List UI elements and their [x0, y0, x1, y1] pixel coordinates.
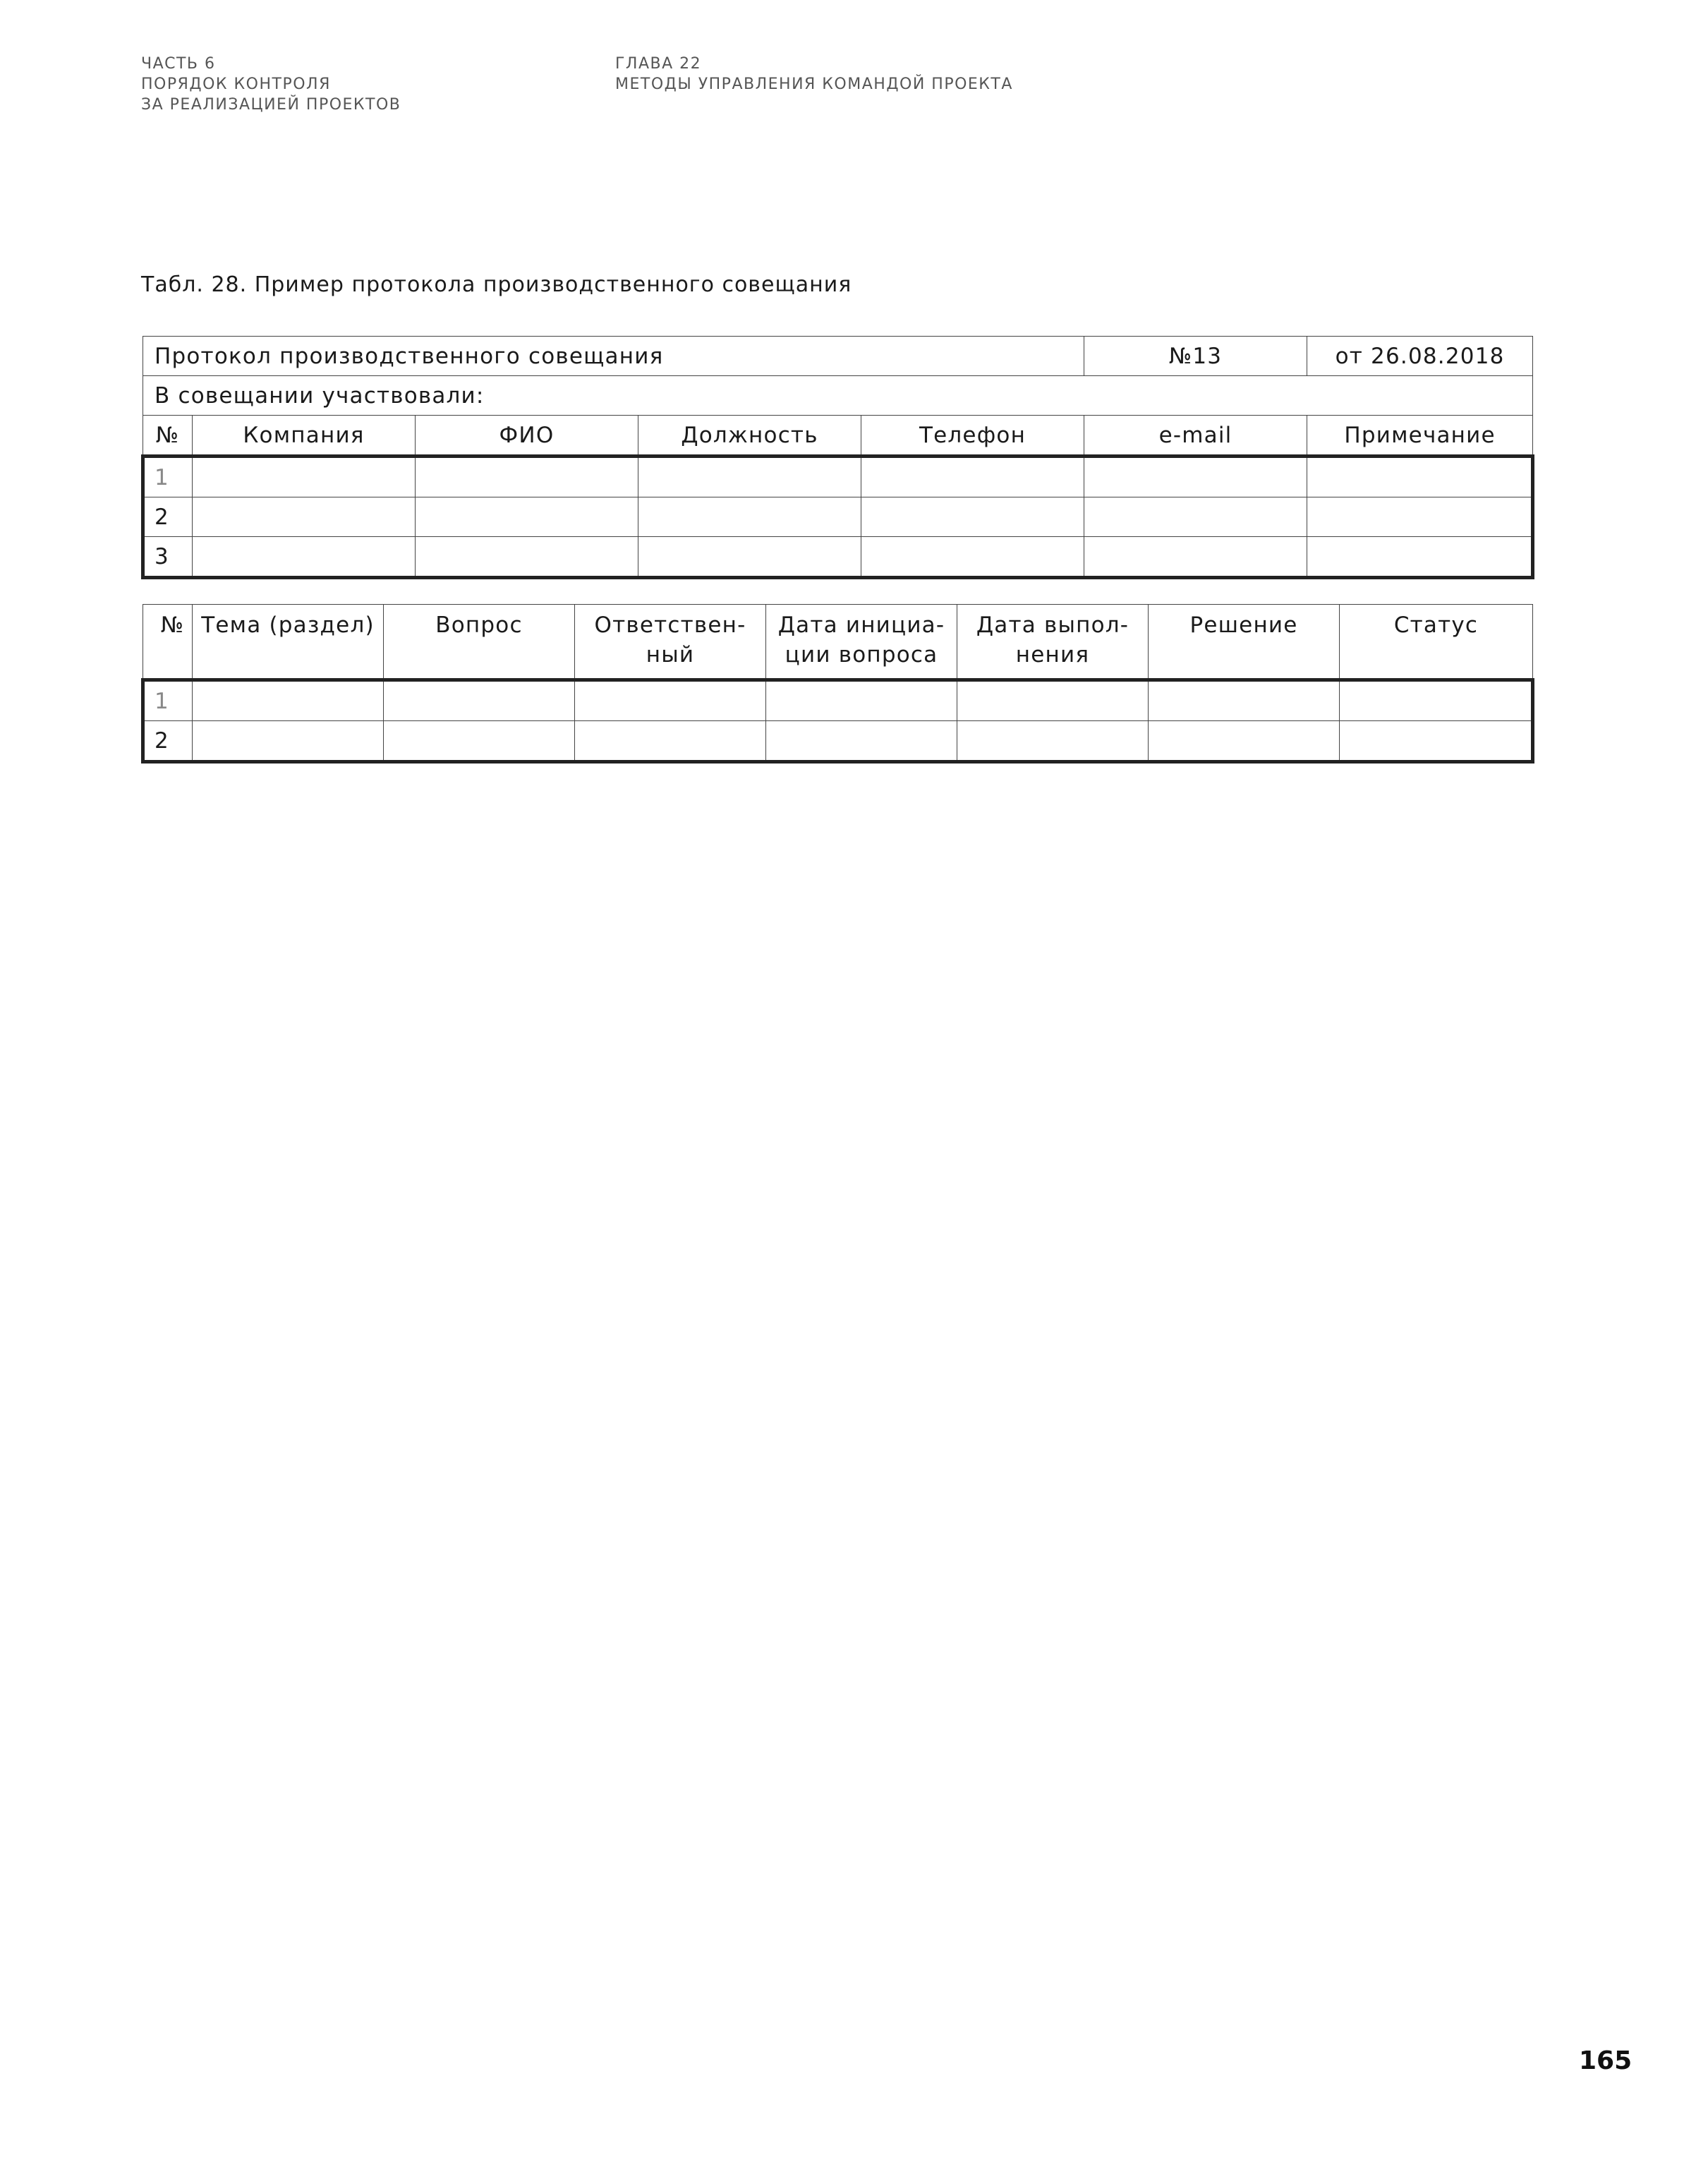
- participants-header-row: [143, 416, 1533, 457]
- cell-email: [1084, 457, 1307, 497]
- col-header-initiation-date: Дата инициа- ции вопроса: [766, 605, 957, 680]
- page-number: 165: [1579, 2046, 1633, 2075]
- cell-company: [193, 537, 416, 578]
- row-number: 1: [143, 680, 193, 721]
- col-header-email: e-mail: [1084, 416, 1307, 457]
- row-number: 2: [143, 721, 193, 762]
- cell-status: [1340, 721, 1533, 762]
- cell-decision: [1149, 680, 1340, 721]
- cell-initiation-date: [766, 680, 957, 721]
- table-caption: Табл. 28. Пример протокола производственного совещания: [141, 272, 852, 297]
- col-header-number: №: [143, 605, 193, 680]
- running-head-chapter: [615, 54, 1013, 95]
- part-number: ЧАСТЬ 6: [141, 55, 216, 73]
- cell-email: [1084, 537, 1307, 578]
- cell-position: [638, 537, 861, 578]
- cell-decision: [1149, 721, 1340, 762]
- protocol-title-row: [143, 337, 1533, 376]
- table-row: [143, 537, 1533, 578]
- protocol-number: №13: [1084, 337, 1307, 376]
- cell-question: [384, 721, 575, 762]
- row-number: 3: [143, 537, 193, 578]
- col-header-completion-date: Дата выпол- нения: [957, 605, 1149, 680]
- cell-initiation-date: [766, 721, 957, 762]
- chapter-title: МЕТОДЫ УПРАВЛЕНИЯ КОМАНДОЙ ПРОЕКТА: [615, 76, 1013, 93]
- protocol-participants-table: [141, 336, 1534, 579]
- col-header-note: Примечание: [1307, 416, 1533, 457]
- cell-question: [384, 680, 575, 721]
- cell-completion-date: [957, 721, 1149, 762]
- cell-phone: [861, 537, 1084, 578]
- cell-responsible: [575, 721, 766, 762]
- cell-name: [416, 497, 638, 537]
- cell-position: [638, 497, 861, 537]
- col-header-topic: Тема (раздел): [193, 605, 384, 680]
- table-row: [143, 680, 1533, 721]
- protocol-title: Протокол производственного совещания: [143, 337, 1084, 376]
- col-header-phone: Телефон: [861, 416, 1084, 457]
- issues-header-row: [143, 605, 1533, 680]
- col-header-question: Вопрос: [384, 605, 575, 680]
- cell-company: [193, 497, 416, 537]
- table-row: [143, 721, 1533, 762]
- cell-responsible: [575, 680, 766, 721]
- cell-position: [638, 457, 861, 497]
- col-header-status: Статус: [1340, 605, 1533, 680]
- row-number: 1: [143, 457, 193, 497]
- cell-note: [1307, 457, 1533, 497]
- chapter-number: ГЛАВА 22: [615, 55, 702, 73]
- col-header-decision: Решение: [1149, 605, 1340, 680]
- participants-label-row: [143, 376, 1533, 416]
- cell-phone: [861, 457, 1084, 497]
- col-header-position: Должность: [638, 416, 861, 457]
- part-title-line-1: ПОРЯДОК КОНТРОЛЯ: [141, 76, 331, 93]
- table-row: [143, 457, 1533, 497]
- protocol-date: от 26.08.2018: [1307, 337, 1533, 376]
- col-header-number: №: [143, 416, 193, 457]
- col-header-company: Компания: [193, 416, 416, 457]
- col-header-responsible: Ответствен- ный: [575, 605, 766, 680]
- col-header-name: ФИО: [416, 416, 638, 457]
- cell-note: [1307, 537, 1533, 578]
- cell-completion-date: [957, 680, 1149, 721]
- cell-status: [1340, 680, 1533, 721]
- participants-label: В совещании участвовали:: [143, 376, 1533, 416]
- table-row: [143, 497, 1533, 537]
- cell-name: [416, 457, 638, 497]
- cell-phone: [861, 497, 1084, 537]
- cell-topic: [193, 680, 384, 721]
- cell-email: [1084, 497, 1307, 537]
- part-title-line-2: ЗА РЕАЛИЗАЦИЕЙ ПРОЕКТОВ: [141, 96, 401, 114]
- cell-company: [193, 457, 416, 497]
- cell-topic: [193, 721, 384, 762]
- running-head-part: [141, 54, 401, 115]
- row-number: 2: [143, 497, 193, 537]
- meeting-issues-table: [141, 604, 1534, 763]
- cell-name: [416, 537, 638, 578]
- cell-note: [1307, 497, 1533, 537]
